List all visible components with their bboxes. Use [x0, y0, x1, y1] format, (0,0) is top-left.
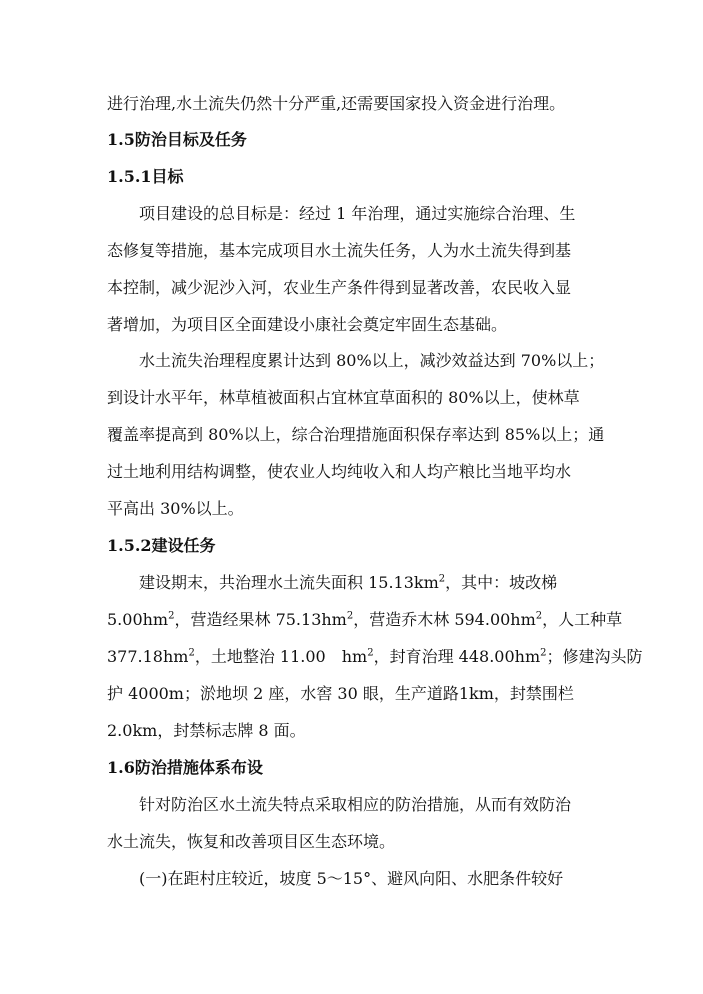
paragraph-line: 2.0km，封禁标志牌 8 面。	[107, 721, 306, 740]
section-heading-1-6: 1.6防治措施体系布设	[107, 758, 263, 777]
paragraph-line: 护 4000m；淤地坝 2 座，水窖 30 眼，生产道路1km，封禁围栏	[107, 684, 574, 703]
paragraph-line: 著增加，为项目区全面建设小康社会奠定牢固生态基础。	[107, 315, 508, 334]
paragraph-line: 本控制，减少泥沙入河，农业生产条件得到显著改善，农民收入显	[107, 278, 572, 297]
paragraph-line: $5.00hm^2$，营造经果林 $75.13hm^2$，营造乔木林 $594.00hm^2$，人工种草	[107, 610, 623, 629]
section-heading-1-5: 1.5防治目标及任务	[107, 130, 247, 149]
paragraph-line: 项目建设的总目标是：经过 1 年治理，通过实施综合治理、生	[139, 204, 576, 223]
paragraph-line: 到设计水平年，林草植被面积占宜林宜草面积的 80%以上，使林草	[107, 388, 580, 407]
paragraph-line: (一)在距村庄较近，坡度 5～15°、避风向阳、水肥条件较好	[139, 869, 564, 888]
paragraph-line: 进行治理,水土流失仍然十分严重,还需要国家投入资金进行治理。	[107, 94, 566, 113]
paragraph-line: $377.18hm^2$，土地整治 11.00 $hm^2$，封育治理 $448.00hm^2$；修建沟头防	[107, 647, 643, 666]
subsection-heading-1-5-1: 1.5.1目标	[107, 167, 184, 186]
paragraph-line: 过土地利用结构调整，使农业人均纯收入和人均产粮比当地平均水	[107, 462, 572, 481]
paragraph-line: 针对防治区水土流失特点采取相应的防治措施，从而有效防治	[139, 795, 572, 814]
paragraph-line: 水土流失治理程度累计达到 80%以上，减沙效益达到 70%以上；	[139, 351, 605, 370]
paragraph-line: 水土流失，恢复和改善项目区生态环境。	[107, 832, 396, 851]
paragraph-line: 平高出 30%以上。	[107, 499, 244, 518]
paragraph-line: 建设期末，共治理水土流失面积 $15.13km^2$，其中：坡改梯	[139, 573, 558, 592]
subsection-heading-1-5-2: 1.5.2建设任务	[107, 536, 216, 555]
paragraph-line: 覆盖率提高到 80%以上，综合治理措施面积保存率达到 85%以上；通	[107, 425, 605, 444]
paragraph-line: 态修复等措施，基本完成项目水土流失任务，人为水土流失得到基	[107, 241, 572, 260]
